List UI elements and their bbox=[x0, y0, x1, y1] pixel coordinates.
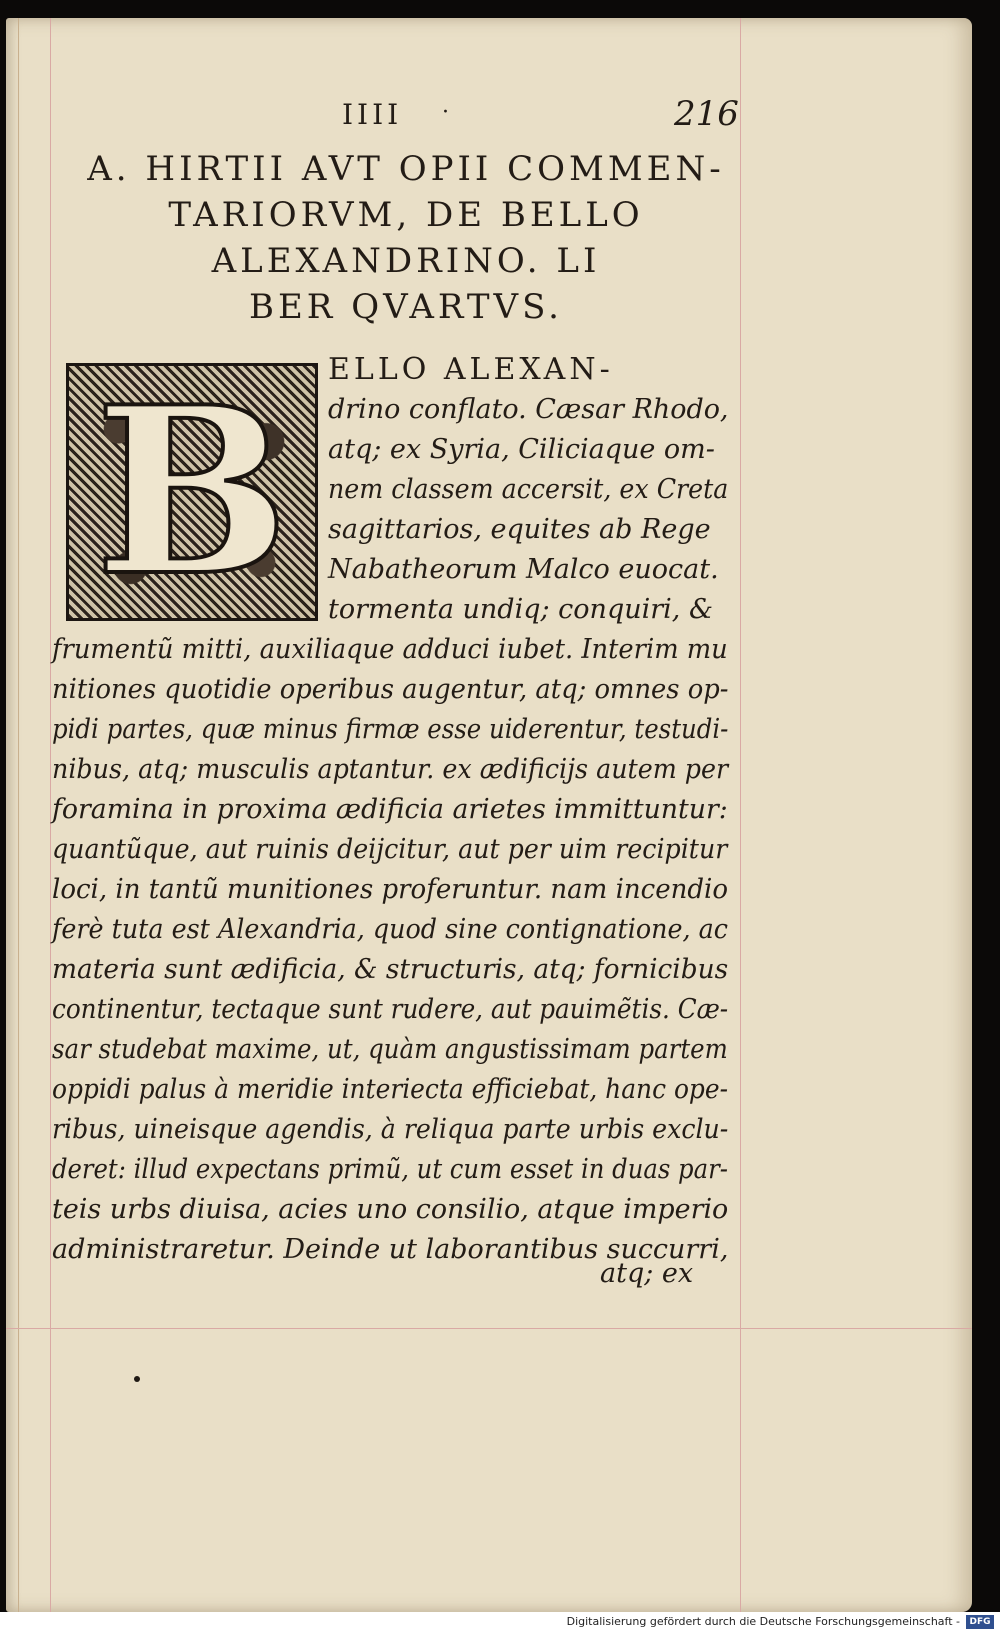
body-line: tormenta undiq; conquiri, & bbox=[328, 594, 713, 625]
signature-dot: · bbox=[442, 100, 449, 125]
body-line: administraretur. Deinde ut laborantibus succurri, bbox=[52, 1234, 729, 1265]
body-line: continentur, tectaque sunt rudere, aut pauimẽtis. Cæ- bbox=[52, 994, 729, 1025]
digitization-credit: Digitalisierung gefördert durch die Deutsche Forschungsgemeinschaft - bbox=[566, 1615, 960, 1628]
body-line: drino conflato. Cæsar Rhodo, bbox=[328, 394, 729, 425]
catchword: atq; ex bbox=[600, 1258, 694, 1289]
ink-speck bbox=[134, 1376, 140, 1382]
credit-strip bbox=[0, 1612, 1000, 1632]
initial-letter: B bbox=[94, 357, 290, 627]
signature-mark: IIII bbox=[342, 98, 403, 131]
dfg-logo: DFG bbox=[966, 1615, 994, 1629]
body-line: loci, in tantũ munitiones proferuntur. nam incendio bbox=[52, 874, 728, 905]
body-line: foramina in proxima ædificia arietes immittuntur: bbox=[52, 794, 728, 825]
body-line: sagittarios, equites ab Rege bbox=[328, 514, 711, 545]
body-line: materia sunt ædificia, & structuris, atq; fornicibus bbox=[52, 954, 729, 985]
title-line: TARIORVM, DE BELLO bbox=[168, 195, 644, 235]
body-line: atq; ex Syria, Ciliciaque om- bbox=[328, 434, 715, 465]
body-line: nitiones quotidie operibus augentur, atq; omnes op- bbox=[52, 674, 729, 705]
bottom-margin-rule bbox=[6, 1328, 972, 1329]
body-line: pidi partes, quæ minus firmæ esse uiderentur, testudi- bbox=[52, 714, 729, 745]
body-line: nibus, atq; musculis aptantur. ex ædificijs autem per bbox=[52, 754, 729, 785]
body-line: deret: illud expectans primũ, ut cum esset in duas par- bbox=[52, 1154, 728, 1185]
body-line: teis urbs diuisa, acies uno consilio, atque imperio bbox=[52, 1194, 729, 1225]
body-line: ribus, uineisque agendis, à reliqua parte urbis exclu- bbox=[52, 1114, 729, 1145]
body-text bbox=[6, 18, 972, 1318]
body-first-line: ELLO ALEXAN- bbox=[328, 352, 614, 387]
title-line: BER QVARTVS. bbox=[248, 287, 563, 327]
folio-number: 216 bbox=[674, 94, 739, 134]
body-line: frumentũ mitti, auxiliaque adduci iubet. Interim mu bbox=[52, 634, 728, 665]
title-line: ALEXANDRINO. LI bbox=[211, 241, 601, 281]
body-line: Nabatheorum Malco euocat. bbox=[328, 554, 719, 585]
body-line: ferè tuta est Alexandria, quod sine contignatione, ac bbox=[52, 914, 728, 945]
title-line: A. HIRTII AVT OPII COMMEN- bbox=[87, 149, 725, 189]
body-line: oppidi palus à meridie interiecta efficiebat, hanc ope- bbox=[52, 1074, 729, 1105]
body-line: nem classem accersit, ex Creta bbox=[328, 474, 729, 505]
body-line: sar studebat maxime, ut, quàm angustissimam partem bbox=[52, 1034, 728, 1065]
body-line: quantũque, aut ruinis deijcitur, aut per uim recipitur bbox=[52, 834, 728, 865]
book-page bbox=[6, 18, 972, 1612]
